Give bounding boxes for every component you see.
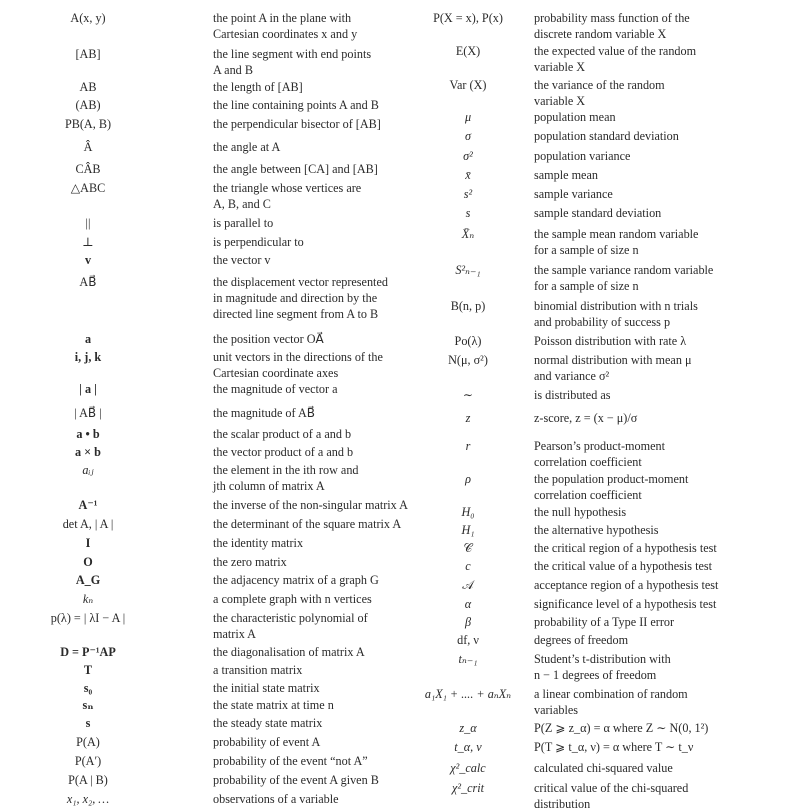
notation-symbol: s xyxy=(465,206,471,220)
notation-description: the diagonalisation of matrix A xyxy=(213,645,365,659)
notation-description: the line segment with end points A and B xyxy=(213,47,372,77)
notation-symbol: det A, | A | xyxy=(62,517,114,531)
notation-symbol: kₙ xyxy=(82,592,94,606)
notation-symbol: α xyxy=(464,597,472,611)
notation-symbol: 𝒜 xyxy=(462,578,474,592)
notation-symbol: P(X = x), P(x) xyxy=(433,11,503,25)
notation-symbol: σ xyxy=(464,129,471,143)
notation-description: observations of a variable xyxy=(213,792,339,806)
notation-symbol: H₀ xyxy=(461,505,475,519)
notation-description: the null hypothesis xyxy=(534,505,627,519)
notation-symbol: z xyxy=(465,411,471,425)
notation-description: the vector v xyxy=(213,253,271,267)
notation-symbol: A_G xyxy=(75,573,101,587)
notation-symbol: E(X) xyxy=(455,44,481,58)
notation-symbol: P(A′) xyxy=(74,754,102,768)
notation-description: the vector product of a and b xyxy=(213,445,354,459)
notation-description: is parallel to xyxy=(213,216,274,230)
notation-symbol: P(A) xyxy=(76,735,100,749)
notation-description: the position vector OA⃗ xyxy=(213,332,324,346)
notation-symbol: c xyxy=(465,559,471,573)
notation-description: the expected value of the random variable X xyxy=(534,44,697,74)
notation-symbol: N(μ, σ²) xyxy=(448,353,488,367)
notation-symbol: a xyxy=(84,332,92,346)
notation-description: the critical value of a hypothesis test xyxy=(534,559,713,573)
notation-symbol: △ABC xyxy=(70,181,106,195)
notation-symbol: σ² xyxy=(463,149,473,163)
notation-symbol: x̄ xyxy=(465,168,471,182)
notation-description: sample standard deviation xyxy=(534,206,662,220)
notation-description: the state matrix at time n xyxy=(213,698,334,712)
notation-description: the line containing points A and B xyxy=(213,98,379,112)
notation-symbol: H₁ xyxy=(461,523,475,537)
notation-description: P(Z ⩾ z_α) = α where Z ∼ N(0, 1²) xyxy=(534,721,709,735)
notation-description: the angle at A xyxy=(213,140,281,154)
notation-symbol: x₁, x₂, … xyxy=(66,792,110,806)
notation-symbol: (AB) xyxy=(75,98,101,112)
notation-description: population mean xyxy=(534,110,616,124)
notation-symbol: | a | xyxy=(79,382,97,396)
notation-symbol: a × b xyxy=(75,445,101,459)
notation-symbol: || xyxy=(85,216,91,230)
notation-description: is distributed as xyxy=(534,388,611,402)
notation-description: degrees of freedom xyxy=(534,633,629,647)
notation-description: calculated chi-squared value xyxy=(534,761,673,775)
notation-symbol: r xyxy=(465,439,471,453)
notation-symbol: Â xyxy=(83,140,93,154)
notation-description: significance level of a hypothesis test xyxy=(534,597,717,611)
notation-description: P(T ⩾ t_α, ν) = α where T ∼ t_ν xyxy=(534,740,694,754)
notation-symbol: D = P⁻¹AP xyxy=(60,645,116,659)
notation-description: the angle between [CA] and [AB] xyxy=(213,162,378,176)
notation-description: the critical region of a hypothesis test xyxy=(534,541,717,555)
notation-symbol: 𝒞 xyxy=(463,541,473,555)
notation-symbol: A⁻¹ xyxy=(78,498,98,512)
notation-description: the zero matrix xyxy=(213,555,287,569)
notation-symbol: μ xyxy=(464,110,472,124)
notation-symbol: a • b xyxy=(76,427,100,441)
notation-symbol: T xyxy=(83,663,93,677)
notation-description: the magnitude of AB⃗ xyxy=(213,406,316,420)
notation-description: a transition matrix xyxy=(213,663,303,677)
notation-description: Poisson distribution with rate λ xyxy=(534,334,687,348)
notation-symbol: z_α xyxy=(459,721,477,735)
notation-symbol: a₁X₁ + .... + aₙXₙ xyxy=(424,687,512,701)
notation-description: a linear combination of random variables xyxy=(534,687,688,717)
notation-description: the inverse of the non-singular matrix A xyxy=(213,498,408,512)
notation-symbol: O xyxy=(83,555,93,569)
notation-description: normal distribution with mean μ and variance σ² xyxy=(534,353,692,383)
notation-description: the population product-moment correlation coefficient xyxy=(534,472,689,502)
notation-symbol: ⊥ xyxy=(82,235,94,249)
notation-symbol: B(n, p) xyxy=(450,299,486,313)
notation-symbol: β xyxy=(464,615,472,629)
notation-symbol: AB xyxy=(79,80,97,94)
notation-symbol: tₙ₋₁ xyxy=(458,652,478,666)
notation-symbol: sₙ xyxy=(82,698,94,712)
notation-description: acceptance region of a hypothesis test xyxy=(534,578,719,592)
notation-symbol: | AB⃗ | xyxy=(74,406,102,420)
notation-symbol: Var (X) xyxy=(449,78,487,92)
notation-description: the steady state matrix xyxy=(213,716,323,730)
notation-description: population standard deviation xyxy=(534,129,679,143)
notation-description: the scalar product of a and b xyxy=(213,427,352,441)
notation-description: critical value of the chi-squared distribution xyxy=(534,781,689,811)
notation-description: the point A in the plane with Cartesian coordinates x and y xyxy=(213,11,358,41)
notation-description: the length of [AB] xyxy=(213,80,303,94)
notation-symbol: p(λ) = | λI − A | xyxy=(50,611,126,625)
notation-description: is perpendicular to xyxy=(213,235,304,249)
notation-description: binomial distribution with n trials and probability of success p xyxy=(534,299,698,329)
notation-symbol: PB(A, B) xyxy=(64,117,112,131)
notation-description: the adjacency matrix of a graph G xyxy=(213,573,379,587)
notation-symbol: i, j, k xyxy=(74,350,102,364)
notation-description: unit vectors in the directions of the Cartesian coordinate axes xyxy=(213,350,383,380)
notation-description: the magnitude of vector a xyxy=(213,382,338,396)
notation-description: the element in the ith row and jth column of matrix A xyxy=(213,463,359,493)
notation-description: sample variance xyxy=(534,187,613,201)
notation-symbol: ∼ xyxy=(462,388,474,402)
notation-description: the sample mean random variable for a sample of size n xyxy=(534,227,699,257)
notation-description: probability of a Type II error xyxy=(534,615,675,629)
notation-description: probability of event A xyxy=(213,735,321,749)
notation-description: Student’s t-distribution with n − 1 degrees of freedom xyxy=(534,652,671,682)
notation-description: the initial state matrix xyxy=(213,681,320,695)
notation-description: the characteristic polynomial of matrix A xyxy=(213,611,368,641)
notation-symbol: A(x, y) xyxy=(70,11,106,25)
notation-symbol: s xyxy=(85,716,91,730)
notation-symbol: v xyxy=(84,253,92,267)
notation-description: the triangle whose vertices are A, B, and C xyxy=(213,181,362,211)
notation-symbol: ρ xyxy=(465,472,471,486)
notation-symbol: I xyxy=(85,536,91,550)
notation-symbol: t_α, ν xyxy=(454,740,482,754)
notation-description: Pearson’s product-moment correlation coefficient xyxy=(534,439,665,469)
notation-symbol: s₀ xyxy=(83,681,93,695)
notation-symbol: CÂB xyxy=(75,162,101,176)
notation-symbol: df, ν xyxy=(457,633,479,647)
notation-description: sample mean xyxy=(534,168,598,182)
notation-description: z-score, z = (x − μ)/σ xyxy=(534,411,638,425)
notation-symbol: χ²_crit xyxy=(451,781,485,795)
notation-symbol: aᵢⱼ xyxy=(82,463,94,477)
notation-symbol: P(A | B) xyxy=(68,773,108,787)
notation-description: the sample variance random variable for a sample of size n xyxy=(534,263,714,293)
notation-description: the alternative hypothesis xyxy=(534,523,659,537)
notation-symbol: X̄ₙ xyxy=(461,227,475,241)
notation-description: population variance xyxy=(534,149,631,163)
notation-symbol: χ²_calc xyxy=(450,761,486,775)
notation-description: the displacement vector represented in magnitude and direction by the directed line segment from A to B xyxy=(213,275,388,321)
notation-description: a complete graph with n vertices xyxy=(213,592,372,606)
notation-description: probability of the event A given B xyxy=(213,773,379,787)
notation-description: the variance of the random variable X xyxy=(534,78,665,108)
notation-description: probability mass function of the discrete random variable X xyxy=(534,11,690,41)
notation-symbol: AB⃗ xyxy=(79,275,97,289)
notation-description: the determinant of the square matrix A xyxy=(213,517,402,531)
notation-symbol: s² xyxy=(463,187,473,201)
notation-description: the perpendicular bisector of [AB] xyxy=(213,117,381,131)
notation-symbol: Po(λ) xyxy=(454,334,482,348)
notation-symbol: S²ₙ₋₁ xyxy=(455,263,481,277)
notation-symbol: [AB] xyxy=(75,47,101,61)
notation-description: the identity matrix xyxy=(213,536,304,550)
notation-description: probability of the event “not A” xyxy=(213,754,368,768)
